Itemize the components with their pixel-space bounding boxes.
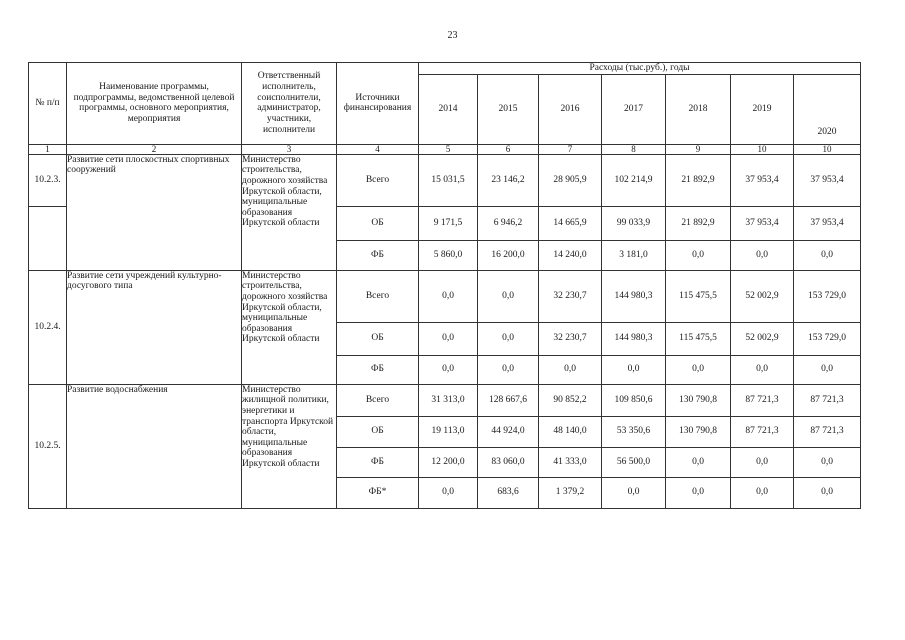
value-cell: 109 850,6 bbox=[602, 384, 666, 416]
item-responsible: Министерство строительства, дорожного хозяйства Иркутской области, муниципальные образования Иркутской области bbox=[242, 270, 337, 384]
value-cell: 52 002,9 bbox=[731, 270, 794, 322]
value-cell: 14 665,9 bbox=[539, 206, 602, 240]
header-col-no: № п/п bbox=[29, 63, 67, 145]
page-number: 23 bbox=[447, 30, 458, 41]
column-number: 2 bbox=[67, 144, 242, 154]
header-year: 2014 bbox=[419, 74, 478, 144]
value-cell: 37 953,4 bbox=[794, 154, 861, 206]
value-cell: 44 924,0 bbox=[478, 416, 539, 447]
value-cell: 41 333,0 bbox=[539, 447, 602, 477]
column-number: 5 bbox=[419, 144, 478, 154]
column-number: 8 bbox=[602, 144, 666, 154]
header-col-sources: Источники финансирования bbox=[337, 63, 419, 145]
value-cell: 130 790,8 bbox=[666, 416, 731, 447]
value-cell: 0,0 bbox=[666, 355, 731, 384]
value-cell: 19 113,0 bbox=[419, 416, 478, 447]
funding-source: Всего bbox=[337, 384, 419, 416]
funding-source: Всего bbox=[337, 154, 419, 206]
value-cell: 0,0 bbox=[794, 240, 861, 270]
value-cell: 0,0 bbox=[666, 477, 731, 508]
column-number: 7 bbox=[539, 144, 602, 154]
header-year: 2019 bbox=[731, 74, 794, 144]
value-cell: 56 500,0 bbox=[602, 447, 666, 477]
value-cell: 52 002,9 bbox=[731, 322, 794, 355]
value-cell: 102 214,9 bbox=[602, 154, 666, 206]
value-cell: 87 721,3 bbox=[794, 384, 861, 416]
table-row bbox=[29, 384, 861, 416]
item-responsible: Министерство строительства, дорожного хозяйства Иркутской области, муниципальные образования Иркутской области bbox=[242, 154, 337, 270]
column-number: 6 bbox=[478, 144, 539, 154]
value-cell: 153 729,0 bbox=[794, 322, 861, 355]
value-cell: 0,0 bbox=[602, 355, 666, 384]
column-number-row bbox=[29, 144, 861, 154]
funding-source: ФБ bbox=[337, 447, 419, 477]
item-code: 10.2.3. bbox=[29, 154, 67, 206]
value-cell: 0,0 bbox=[419, 270, 478, 322]
header-col-expenses: Расходы (тыс.руб.), годы bbox=[419, 63, 861, 75]
value-cell: 87 721,3 bbox=[794, 416, 861, 447]
value-cell: 6 946,2 bbox=[478, 206, 539, 240]
value-cell: 15 031,5 bbox=[419, 154, 478, 206]
value-cell: 115 475,5 bbox=[666, 322, 731, 355]
item-code: 10.2.4. bbox=[29, 270, 67, 384]
item-code-empty bbox=[29, 206, 67, 270]
value-cell: 0,0 bbox=[419, 477, 478, 508]
value-cell: 37 953,4 bbox=[731, 154, 794, 206]
value-cell: 144 980,3 bbox=[602, 270, 666, 322]
header-year: 2017 bbox=[602, 74, 666, 144]
value-cell: 48 140,0 bbox=[539, 416, 602, 447]
financing-table bbox=[28, 62, 861, 509]
value-cell: 0,0 bbox=[794, 355, 861, 384]
value-cell: 14 240,0 bbox=[539, 240, 602, 270]
value-cell: 0,0 bbox=[731, 240, 794, 270]
value-cell: 90 852,2 bbox=[539, 384, 602, 416]
value-cell: 83 060,0 bbox=[478, 447, 539, 477]
funding-source: ФБ bbox=[337, 240, 419, 270]
item-name: Развитие сети плоскостных спортивных сооружений bbox=[67, 154, 242, 270]
value-cell: 32 230,7 bbox=[539, 322, 602, 355]
value-cell: 21 892,9 bbox=[666, 154, 731, 206]
value-cell: 9 171,5 bbox=[419, 206, 478, 240]
column-number: 4 bbox=[337, 144, 419, 154]
value-cell: 0,0 bbox=[731, 355, 794, 384]
value-cell: 3 181,0 bbox=[602, 240, 666, 270]
value-cell: 130 790,8 bbox=[666, 384, 731, 416]
value-cell: 32 230,7 bbox=[539, 270, 602, 322]
value-cell: 21 892,9 bbox=[666, 206, 731, 240]
value-cell: 23 146,2 bbox=[478, 154, 539, 206]
column-number: 3 bbox=[242, 144, 337, 154]
value-cell: 31 313,0 bbox=[419, 384, 478, 416]
value-cell: 0,0 bbox=[478, 355, 539, 384]
table-row bbox=[29, 270, 861, 322]
value-cell: 28 905,9 bbox=[539, 154, 602, 206]
header-col-name: Наименование программы, подпрограммы, ведомственной целевой программы, основного мероприятия, мероприятия bbox=[67, 63, 242, 145]
value-cell: 0,0 bbox=[731, 477, 794, 508]
header-year: 2018 bbox=[666, 74, 731, 144]
value-cell: 0,0 bbox=[794, 477, 861, 508]
funding-source: ОБ bbox=[337, 322, 419, 355]
value-cell: 128 667,6 bbox=[478, 384, 539, 416]
funding-source: Всего bbox=[337, 270, 419, 322]
value-cell: 115 475,5 bbox=[666, 270, 731, 322]
funding-source: ФБ* bbox=[337, 477, 419, 508]
column-number: 9 bbox=[666, 144, 731, 154]
value-cell: 5 860,0 bbox=[419, 240, 478, 270]
value-cell: 0,0 bbox=[419, 322, 478, 355]
value-cell: 0,0 bbox=[794, 447, 861, 477]
value-cell: 683,6 bbox=[478, 477, 539, 508]
value-cell: 16 200,0 bbox=[478, 240, 539, 270]
funding-source: ОБ bbox=[337, 206, 419, 240]
table-row bbox=[29, 154, 861, 206]
value-cell: 0,0 bbox=[478, 322, 539, 355]
funding-source: ФБ bbox=[337, 355, 419, 384]
value-cell: 0,0 bbox=[731, 447, 794, 477]
item-name: Развитие сети учреждений культурно-досугового типа bbox=[67, 270, 242, 384]
value-cell: 144 980,3 bbox=[602, 322, 666, 355]
header-year: 2020 bbox=[794, 74, 861, 144]
value-cell: 87 721,3 bbox=[731, 384, 794, 416]
header-col-responsible: Ответственный исполнитель, соисполнители, администратор, участники, исполнители bbox=[242, 63, 337, 145]
item-name: Развитие водоснабжения bbox=[67, 384, 242, 508]
value-cell: 12 200,0 bbox=[419, 447, 478, 477]
item-code: 10.2.5. bbox=[29, 384, 67, 508]
value-cell: 87 721,3 bbox=[731, 416, 794, 447]
column-number: 10 bbox=[794, 144, 861, 154]
value-cell: 0,0 bbox=[602, 477, 666, 508]
header-year: 2016 bbox=[539, 74, 602, 144]
value-cell: 0,0 bbox=[478, 270, 539, 322]
value-cell: 1 379,2 bbox=[539, 477, 602, 508]
value-cell: 0,0 bbox=[666, 240, 731, 270]
column-number: 1 bbox=[29, 144, 67, 154]
item-responsible: Министерство жилищной политики, энергетики и транспорта Иркутской области, муниципальные образования Иркутской области bbox=[242, 384, 337, 508]
value-cell: 99 033,9 bbox=[602, 206, 666, 240]
value-cell: 0,0 bbox=[419, 355, 478, 384]
funding-source: ОБ bbox=[337, 416, 419, 447]
value-cell: 0,0 bbox=[539, 355, 602, 384]
value-cell: 153 729,0 bbox=[794, 270, 861, 322]
value-cell: 53 350,6 bbox=[602, 416, 666, 447]
value-cell: 0,0 bbox=[666, 447, 731, 477]
value-cell: 37 953,4 bbox=[731, 206, 794, 240]
header-year: 2015 bbox=[478, 74, 539, 144]
value-cell: 37 953,4 bbox=[794, 206, 861, 240]
column-number: 10 bbox=[731, 144, 794, 154]
